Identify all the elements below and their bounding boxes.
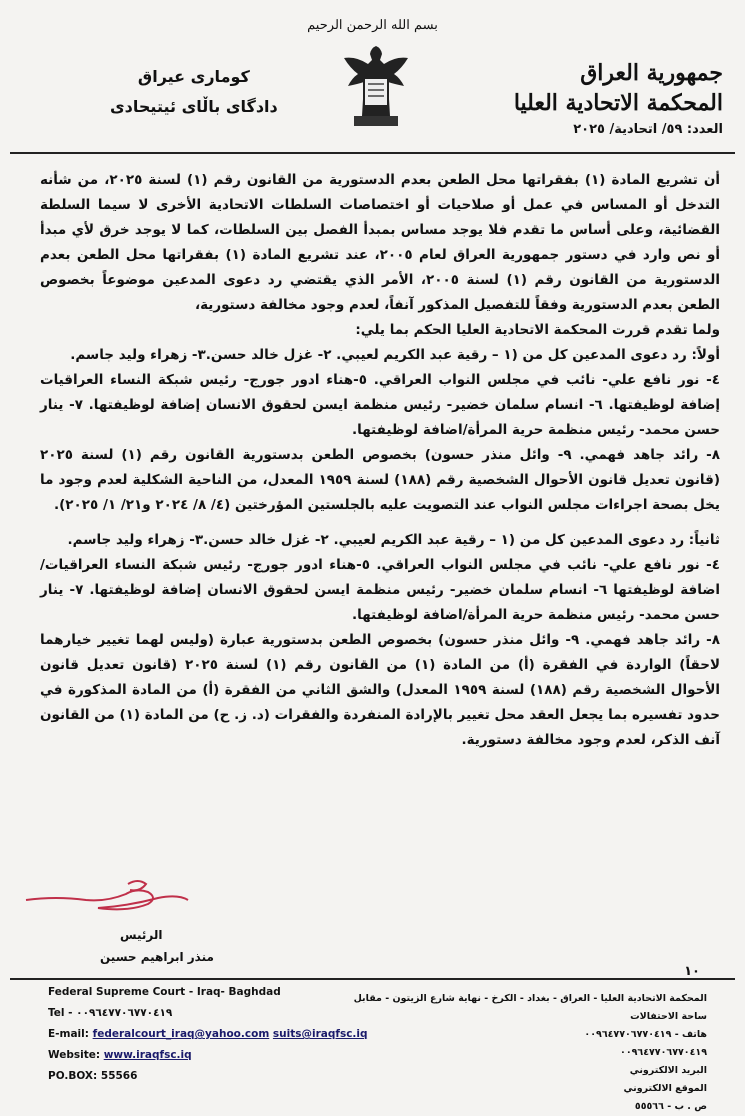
header-left-kurdish <box>110 62 278 122</box>
court-name-english: Federal Supreme Court - Iraq- Baghdad <box>48 986 281 998</box>
arabic-phone: هاتف - ٠٠٩٦٤٧٧٠٦٧٧٠٤١٩ <box>584 1029 707 1040</box>
header-right <box>514 58 723 137</box>
website-line: Website: www.iraqfsc.iq <box>48 1049 192 1061</box>
court-title-kurdish: دادگای باڵای ئیتیحادی <box>110 97 278 116</box>
arabic-phone-2: ٠٠٩٦٤٧٧٠٦٧٧٠٤١٩ <box>620 1047 707 1058</box>
arabic-pobox: ص . ب - ٥٥٥٦٦ <box>634 1101 707 1112</box>
paragraph-decision-intro: ولما تقدم قررت المحكمة الاتحادية العليا الحكم بما يلي: <box>355 322 720 338</box>
president-signature <box>18 870 238 930</box>
email-link-suits[interactable]: suits@iraqfsc.iq <box>272 1028 368 1040</box>
footer-divider <box>10 978 735 980</box>
signature-name: منذر ابراهيم حسين <box>100 950 214 964</box>
second-item-parties: ثانياً: رد دعوى المدعين كل من (١ – رقية عبد الكريم لعيبي. ٢- غزل خالد حسن.٣- زهراء وليد جاسم. <box>67 532 720 548</box>
header-divider <box>10 152 735 154</box>
iraq-emblem-icon <box>340 40 412 132</box>
first-item-parties: أولاً: رد دعوى المدعين كل من (١ – رقية عبد الكريم لعيبي. ٢- غزل خالد حسن.٣- زهراء وليد جاسم. <box>70 347 720 363</box>
signature-title: الرئيس <box>120 928 163 942</box>
paragraph-reasoning: أن تشريع المادة (١) بفقراتها محل الطعن بعدم الدستورية من القانون رقم (١) لسنة ٢٠٢٥، من شأنه التدخل أو المساس في عمل أو صلاحيات أو اختصاصات السلطات الاتحادية الأخرى لا سيما السلطة القضائية، وعلى أساس ما تقدم فلا يوجد مساس بمبدأ الفصل بين السلطات، كما لا يوجد خرق لأي مبدأ أو نص وارد في دستور جمهورية العراق لعام ٢٠٠٥، عند تشريع المادة (١) بفقراتها محل الطعن بعدم الدستورية من القانون رقم (١) لسنة ٢٠٠٥، الأمر الذي يقتضي رد دعوى المدعين موضوعاً بخصوص الطعن بعدم الدستورية وفقاً للتفصيل المذكور آنفاً، لعدم وجود مخالفة دستورية، <box>40 172 721 313</box>
arabic-email-label: البريد الالكتروني <box>629 1065 707 1076</box>
arabic-website-label: الموقع الالكتروني <box>623 1083 707 1094</box>
second-item-ruling: ٨- رائد جاهد فهمي. ٩- وائل منذر حسون) بخصوص الطعن بدستورية عبارة (وليس لهما تغيير خيارهما لاحقاً) الواردة في الفقرة (أ) من المادة (١) من القانون رقم (١) لسنة ٢٠٢٥ (قانون تعديل قانون الأحوال الشخصية رقم (١٨٨) لسنة ١٩٥٩ المعدل) والشق الثاني من الفقرة (أ) من المادة المذكورة في حدود تفسيره بما يجعل العقد محل تغيير بالإرادة المنفردة والفقرات (د. ز. ح) من المادة (١) من القانون آنف الذكر، لعدم وجود مخالفة دستورية. <box>40 632 721 748</box>
basmala: بسم الله الرحمن الرحيم <box>307 18 438 33</box>
page-number: ١٠ <box>684 964 700 979</box>
court-title: المحكمة الاتحادية العليا <box>513 90 723 116</box>
email-link-yahoo[interactable]: federalcourt_iraq@yahoo.com <box>92 1028 270 1040</box>
first-item-ruling: ٨- رائد جاهد فهمي. ٩- وائل منذر حسون) بخصوص الطعن بدستورية القانون رقم (١) لسنة ٢٠٢٥ (قانون تعديل قانون الأحوال الشخصية رقم (١٨٨) لسنة ١٩٥٩ المعدل، من الناحية الشكلية لعدم وجود ما يخل بصحة اجراءات مجلس النواب عند التصويت عليه بالجلستين المؤرختين (٤/ ٨/ ٢٠٢٤ و٢١/ ١/ ٢٠٢٥). <box>40 447 721 513</box>
second-item-parties-cont: ٤- نور نافع علي- نائب في مجلس النواب العراقي. ٥-هناء ادور جورج- رئيس شبكة النساء العراقيات/اضافة لوظيفتها ٦- انسام سلمان خضير- رئيس منظمة ايسن لحقوق الانسان إضافة لوظيفتها. ٧- ينار حسن محمد- رئيس منظمة حرية المرأة/اضافة لوظيفتها. <box>40 557 720 623</box>
email-line: E-mail: federalcourt_iraq@yahoo.com suits@iraqfsc.iq <box>48 1028 368 1040</box>
first-item-parties-cont: ٤- نور نافع علي- نائب في مجلس النواب العراقي. ٥-هناء ادور جورج- رئيس شبكة النساء العراقيات إضافة لوظيفتها. ٦- انسام سلمان خضير- رئيس منظمة ايسن لحقوق الانسان إضافة لوظيفتها. ٧- ينار حسن محمد- رئيس منظمة حرية المرأة/اضافة لوظيفتها. <box>40 372 720 438</box>
country-title: جمهورية العراق <box>580 60 723 86</box>
footer-arabic <box>347 990 707 1116</box>
po-box: PO.BOX: 55566 <box>48 1070 138 1082</box>
judgment-body <box>40 168 720 753</box>
website-link[interactable]: www.iraqfsc.iq <box>103 1049 192 1061</box>
telephone-line: Tel - ٠٠٩٦٤٧٧٠٦٧٧٠٤١٩ <box>48 1007 173 1019</box>
arabic-address: المحكمة الاتحادية العليا - العراق - بغداد - الكرخ - نهاية شارع الزيتون - مقابل ساحة الاحتفالات <box>353 993 707 1022</box>
country-title-kurdish: كومارى عيراق <box>137 67 250 86</box>
document-number: العدد: ٥٩/ اتحادية/ ٢٠٢٥ <box>573 122 723 137</box>
footer-english <box>48 982 368 1087</box>
